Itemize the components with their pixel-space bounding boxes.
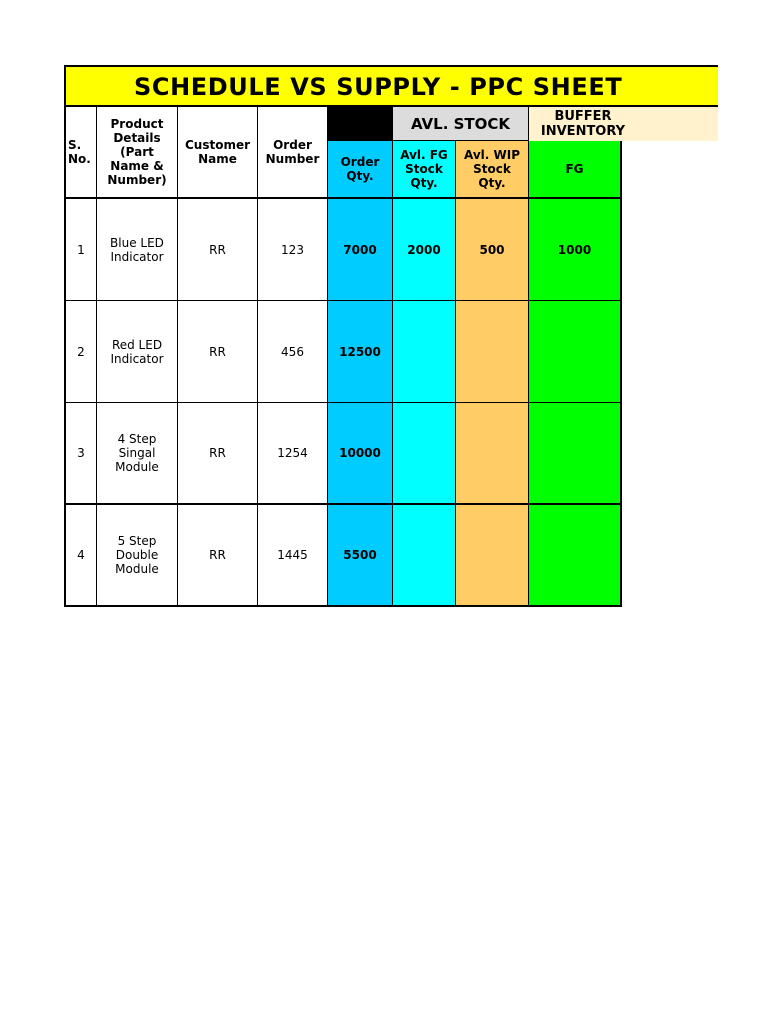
- row-2-avl-wip: [456, 301, 529, 403]
- row-1-avl-wip: 500: [456, 199, 529, 301]
- row-2-product: Red LED Indicator: [97, 301, 178, 403]
- header-black-block: [328, 107, 393, 141]
- header-buffer-inventory-label: BUFFER INVENTORY: [540, 109, 626, 139]
- row-4-customer: RR: [178, 505, 258, 607]
- header-fg: FG: [529, 141, 622, 199]
- row-4-order-number: 1445: [258, 505, 328, 607]
- ppc-table: [64, 107, 622, 607]
- row-2-order-qty: 12500: [328, 301, 393, 403]
- row-3-order-number: 1254: [258, 403, 328, 505]
- row-3-customer: RR: [178, 403, 258, 505]
- row-2-sno: 2: [64, 301, 97, 403]
- row-4-avl-wip: [456, 505, 529, 607]
- header-avl-stock: AVL. STOCK: [393, 107, 529, 141]
- row-4-sno: 4: [64, 505, 97, 607]
- header-avl-fg-stock: Avl. FG Stock Qty.: [393, 141, 456, 199]
- row-2-avl-fg: [393, 301, 456, 403]
- row-1-fg: 1000: [529, 199, 622, 301]
- header-sno: S. No.: [64, 107, 97, 199]
- sheet-title: SCHEDULE VS SUPPLY - PPC SHEET: [134, 73, 623, 101]
- row-1-order-number: 123: [258, 199, 328, 301]
- header-customer-name: Customer Name: [178, 107, 258, 199]
- row-2-fg: [529, 301, 622, 403]
- header-product-details: Product Details (Part Name & Number): [97, 107, 178, 199]
- row-3-order-qty: 10000: [328, 403, 393, 505]
- header-order-qty: Order Qty.: [328, 141, 393, 199]
- row-2-order-number: 456: [258, 301, 328, 403]
- row-3-fg: [529, 403, 622, 505]
- row-3-sno: 3: [64, 403, 97, 505]
- row-3-product: 4 Step Singal Module: [97, 403, 178, 505]
- row-3-avl-wip: [456, 403, 529, 505]
- row-2-customer: RR: [178, 301, 258, 403]
- row-1-order-qty: 7000: [328, 199, 393, 301]
- row-1-customer: RR: [178, 199, 258, 301]
- header-order-number: Order Number: [258, 107, 328, 199]
- row-1-avl-fg: 2000: [393, 199, 456, 301]
- row-4-avl-fg: [393, 505, 456, 607]
- row-1-sno: 1: [64, 199, 97, 301]
- row-4-order-qty: 5500: [328, 505, 393, 607]
- title-bar: [64, 65, 718, 107]
- row-3-avl-fg: [393, 403, 456, 505]
- row-1-product: Blue LED Indicator: [97, 199, 178, 301]
- header-avl-wip-stock: Avl. WIP Stock Qty.: [456, 141, 529, 199]
- row-4-product: 5 Step Double Module: [97, 505, 178, 607]
- row-4-fg: [529, 505, 622, 607]
